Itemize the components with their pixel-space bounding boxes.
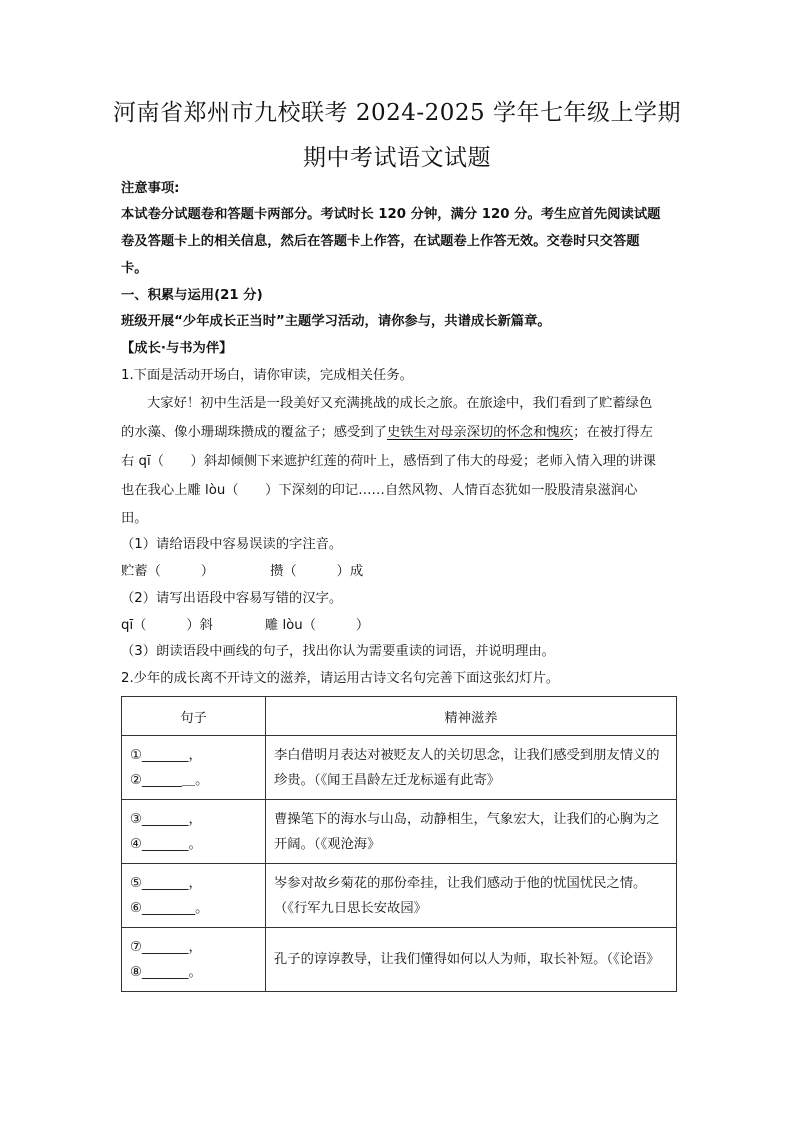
notice-line-2: 卷及答题卡上的相关信息，然后在答题卡上作答，在试题卷上作答无效。交卷时只交答题 [121,234,640,249]
passage-line-1: 大家好！初中生活是一段美好又充满挑战的成长之旅。在旅途中，我们看到了贮蓄绿色 [147,396,653,411]
sub-question-3: （3）朗读语段中画线的句子，找出你认为需要重读的词语，并说明理由。 [121,644,555,659]
answer-blank-lou[interactable]: 雕 lòu（ ） [264,618,370,633]
sub-question-1: （1）请给语段中容易误读的字注音。 [121,537,343,552]
spirit-cell: 岑参对故乡菊花的那份牵挂，让我们感动于他的忧国忧民之情。（《行军九日思长安故园》 [266,864,677,928]
header-spirit: 精神滋养 [266,697,677,736]
blank-7[interactable]: ⑦_______， [130,939,202,955]
sub-question-2-answers [121,617,681,635]
notice-heading: 注意事项: [121,181,180,196]
sub-question-1-answers [121,563,681,581]
activity-intro: 班级开展“少年成长正当时”主题学习活动，请你参与，共谱成长新篇章。 [121,314,551,329]
sentence-cell [122,864,266,928]
spirit-cell: 李白借明月表达对被贬友人的关切思念，让我们感受到朋友情义的珍贵。（《闻王昌龄左迁龙标遥有此寄》 [266,736,677,800]
exam-title-line2: 期中考试语文试题 [303,145,491,171]
question-2: 2.少年的成长离不开诗文的滋养，请运用古诗文名句完善下面这张幻灯片。 [121,671,560,686]
poem-slide-table [121,696,677,992]
section-heading: 一、积累与运用(21 分) [121,288,263,303]
exam-title-line1: 河南省郑州市九校联考 2024-2025 学年七年级上学期 [113,100,681,126]
passage-line-2 [121,424,681,442]
header-sentence: 句子 [122,697,266,736]
blank-2[interactable]: ②______＿。 [130,772,209,788]
blank-4[interactable]: ④_______。 [130,836,202,852]
table-header-row [122,697,677,736]
underlined-sentence: 史铁生对母亲深切的怀念和愧疚 [386,425,574,440]
sentence-cell [122,928,266,992]
passage-line-2b: ；在被打得左 [573,425,653,440]
spirit-cell: 曹操笔下的海水与山岛，动静相生，气象宏大，让我们的心胸为之开阔。（《观沧海》 [266,800,677,864]
table-row [122,736,677,800]
blank-6[interactable]: ⑥________。 [130,900,209,916]
passage-line-3: 右 qī（ ）斜却倾侧下来遮护红莲的荷叶上，感悟到了伟大的母爱；老师入情入理的讲课 [121,454,656,469]
spirit-cell: 孔子的谆谆教导，让我们懂得如何以人为师，取长补短。（《论语》 [266,928,677,992]
passage-line-5: 田。 [121,511,148,526]
notice-line-1: 本试卷分试题卷和答题卡两部分。考试时长 120 分钟，满分 120 分。考生应首先阅读试题 [121,207,661,222]
notice-line-3: 卡。 [121,261,148,276]
blank-1[interactable]: ①_______， [130,747,202,763]
sub-question-2: （2）请写出语段中容易写错的汉字。 [121,591,343,606]
answer-blank-zhuxu[interactable]: 贮蓄（ ） [121,564,215,579]
table-row [122,864,677,928]
question-1: 1.下面是活动开场白，请你审读，完成相关任务。 [121,368,413,383]
sentence-cell [122,736,266,800]
passage-line-4: 也在我心上雕 lòu（ ）下深刻的印记……自然风物、人情百态犹如一股股清泉滋润心 [121,483,638,498]
table-row [122,928,677,992]
table-row [122,800,677,864]
blank-8[interactable]: ⑧_______。 [130,964,202,980]
passage-line-2a: 的水藻、像小珊瑚珠攒成的覆盆子；感受到了 [121,425,387,440]
sentence-cell [122,800,266,864]
subsection-heading: 【成长·与书为伴】 [121,341,233,356]
answer-blank-zan[interactable]: 攒（ ）成 [270,564,364,579]
blank-3[interactable]: ③_______， [130,811,202,827]
blank-5[interactable]: ⑤_______， [130,875,202,891]
answer-blank-qi[interactable]: qī（ ）斜 [121,618,213,633]
